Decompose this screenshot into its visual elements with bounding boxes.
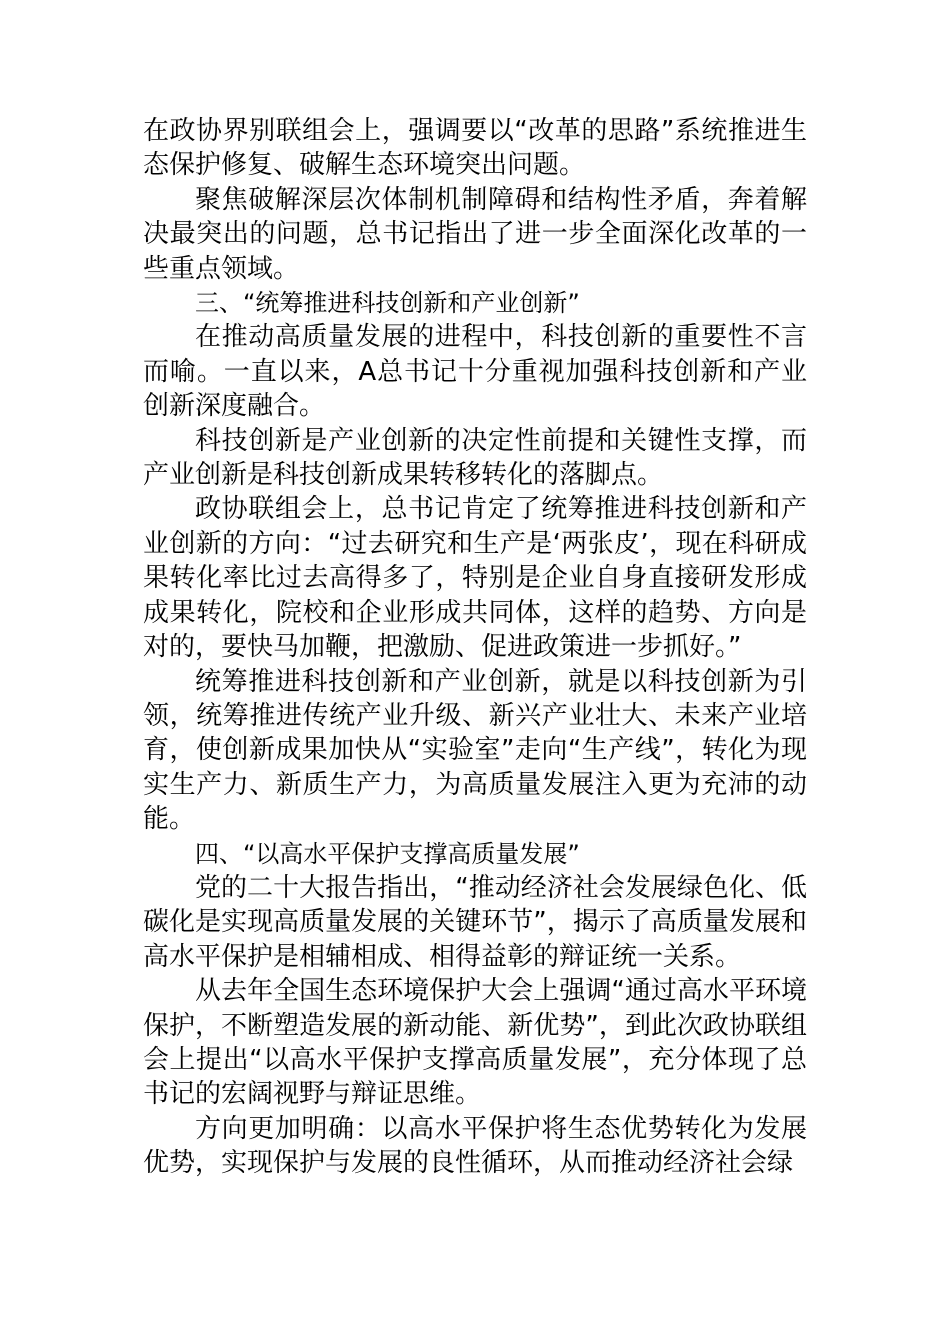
- paragraph-6: 统筹推进科技创新和产业创新，就是以科技创新为引领，统筹推进传统产业升级、新兴产业壮大、未来产业培育，使创新成果加快从“实验室”走向“生产线”，转化为现实生产力、新质生产力，为高质量发展注入更为充沛的动能。: [143, 666, 807, 835]
- section-heading-4: 四、“以高水平保护支撑高质量发展”: [195, 839, 580, 868]
- paragraph-3: 在推动高质量发展的进程中，科技创新的重要性不言而喻。一直以来，A总书记十分重视加强科技创新和产业创新深度融合。: [143, 322, 807, 422]
- paragraph-5: 政协联组会上，总书记肯定了统筹推进科技创新和产业创新的方向：“过去研究和生产是‘两张皮’，现在科研成果转化率比过去高得多了，特别是企业自身直接研发形成成果转化，院校和企业形成共同体，这样的趋势、方向是对的，要快马加鞭，把激励、促进政策进一步抓好。”: [143, 494, 807, 663]
- paragraph-4: 科技创新是产业创新的决定性前提和关键性支撑，而产业创新是科技创新成果转移转化的落脚点。: [143, 425, 807, 491]
- paragraph-9: 方向更加明确：以高水平保护将生态优势转化为发展优势，实现保护与发展的良性循环，从而推动经济社会绿: [143, 1113, 807, 1179]
- paragraph-7: 党的二十大报告指出，“推动经济社会发展绿色化、低碳化是实现高质量发展的关键环节”，揭示了高质量发展和高水平保护是相辅相成、相得益彰的辩证统一关系。: [143, 872, 807, 972]
- paragraph-2: 聚焦破解深层次体制机制障碍和结构性矛盾，奔着解决最突出的问题，总书记指出了进一步全面深化改革的一些重点领域。: [143, 184, 807, 284]
- section-heading-3: 三、“统筹推进科技创新和产业创新”: [195, 289, 580, 318]
- paragraph-1: 在政协界别联组会上，强调要以“改革的思路”系统推进生态保护修复、破解生态环境突出问题。: [143, 116, 807, 181]
- document-body: [143, 114, 807, 1181]
- paragraph-8: 从去年全国生态环境保护大会上强调“通过高水平环境保护，不断塑造发展的新动能、新优势”，到此次政协联组会上提出“以高水平保护支撑高质量发展”，充分体现了总书记的宏阔视野与辩证思维。: [143, 976, 807, 1110]
